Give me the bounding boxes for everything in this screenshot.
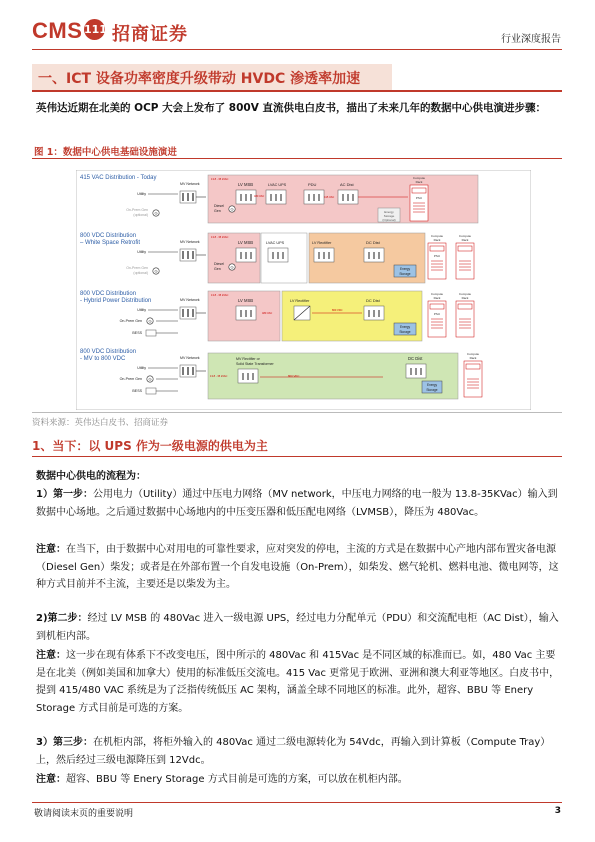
onprem-3: On-Prem Gen (119, 377, 142, 381)
dc-dist-3: DC Dist (408, 356, 423, 361)
figure-source: 资料来源：英伟达白皮书、招商证券 (32, 418, 169, 428)
diesel-1: Diesel (214, 262, 224, 266)
onprem-gen-icon-1-g: G (154, 268, 158, 274)
optional-1: (optional) (133, 271, 148, 275)
footer-divider (32, 802, 562, 803)
rack-b-2-box1 (458, 304, 472, 309)
footer-note: 敬请阅读末页的重要说明 (34, 809, 134, 819)
rack-3-compute: Compute (466, 352, 480, 356)
page-number: 3 (554, 806, 561, 816)
paragraph-note3: 注意：超容、BBU 等 Enery Storage 方式目前是可选的方案，可以放在机柜内部。 (36, 774, 408, 785)
utility-label-2: Utility (137, 308, 146, 312)
storage-opt-0: Storage (383, 214, 395, 218)
rack-0-compute: Compute (412, 176, 426, 180)
optional-0: (optional) (133, 213, 148, 217)
onprem-2: On-Prem Gen (119, 319, 142, 323)
utility-label-1: Utility (137, 250, 146, 254)
subsection-divider (32, 456, 562, 457)
kv-label-2: 13.8 - 35 kVAC (211, 294, 229, 297)
lv-rect-2: LV Rectifier (290, 299, 310, 303)
mv-rect-3: MV Rectifier or (236, 357, 260, 361)
energy-1: Energy (399, 267, 411, 271)
lv-msb-1: LV MSB (238, 240, 254, 245)
lvac-ups-0: LVAC UPS (268, 183, 287, 187)
mv-network-1: MV Network (180, 240, 200, 244)
rack-a-2-box1 (430, 304, 444, 309)
rack-0-rack: Rack (415, 180, 423, 184)
lv-msb-0: LV MSB (238, 182, 254, 187)
gen-1: Gen (214, 267, 221, 271)
energy-3: Energy (426, 383, 438, 387)
rack-a-1-compute: Compute (430, 234, 444, 238)
bess-icon-2 (146, 330, 156, 336)
section-title-box (32, 64, 392, 90)
rack-3-box1 (466, 364, 480, 369)
ac-dist-0: AC Dist (340, 182, 354, 187)
mv-network-0: MV Network (180, 182, 200, 186)
rack-a-1-box1 (430, 246, 444, 251)
onprem-opt-1: On-Prem Gen (126, 266, 148, 270)
row-label-2: 800 VDC Distribution (80, 291, 137, 297)
kv-label-1: 13.8 - 35 kVAC (211, 236, 229, 239)
row-label-3: 800 VDC Distribution (80, 349, 137, 355)
paragraph-note1: 注意：在当下，由于数据中心对用电的可靠性要求，应对突发的停电，主流的方式是在数据中心产地内部布置灾备电源（Diesel Gen）柴发；或者是在外部布置一个自发电设施（On-Prem），如柴发、燃气轮机、燃料电池、微电网等，这种方式目前并不主流，主要还是以柴发为主。 (36, 544, 559, 590)
bess-3: BESS (132, 389, 142, 393)
paragraph-step3: 3）第三步：在机柜内部，将柜外输入的 480Vac 通过二级电源转化为 54Vdc，再输入到计算板（Compute Tray）上，然后经过三级电源降压到 12Vdc。 (36, 737, 551, 766)
sst-3: Solid State Transformer (236, 362, 274, 366)
header-divider (32, 49, 562, 50)
lv-rect-1: LV Rectifier (312, 241, 332, 245)
logo-badge-icon: 111 (84, 19, 105, 40)
v800-2: 800 VDC (332, 309, 343, 312)
diesel-gen-icon-0-g: G (230, 206, 234, 212)
rack-0-box1 (412, 188, 426, 193)
pdu-0: PDU (308, 182, 317, 187)
subsection-title: 1、当下：以 UPS 作为一级电源的供电为主 (32, 439, 268, 453)
storage-1: Storage (399, 272, 411, 276)
rack-b-2-compute: Compute (458, 292, 472, 296)
figure-title: 图 1：数据中心供电基础设施演进 (34, 147, 177, 158)
rack-b-1-box1 (458, 246, 472, 251)
figure-divider (32, 158, 562, 159)
rack-b-1-rack: Rack (461, 238, 469, 242)
rack-a-2-compute: Compute (430, 292, 444, 296)
rack-b-1-compute: Compute (458, 234, 472, 238)
onprem-gen-icon-3-g: G (148, 376, 152, 382)
onprem-gen-icon-2-g: G (148, 318, 152, 324)
paragraph-flow-intro: 数据中心供电的流程为： (36, 471, 146, 482)
row-sublabel-3: - MV to 800 VDC (80, 356, 126, 362)
intro-paragraph: 英伟达近期在北美的 OCP 大会上发布了 800V 直流供电白皮书，描出了未来几年的数据中心供电演进步骤： (36, 102, 546, 114)
v480a-0: 480 VAC (254, 195, 265, 198)
paragraph-note2: 注意：这一步在现有体系下不改变电压，图中所示的 480Vac 和 415Vac 是不同区域的标准而已。如，480 Vac 主要是在北美（例如美国和加拿大）使用的标准低压交流电。415 Vac 更常见于欧洲、亚洲和澳大利亚等地区。白皮书中，提到 415/480 VAC 系统是为了泛指传统低压 AC 架构，涵盖全球不同地区的标准。此外，超容、BBU 等 Enery Storage 方式目前是可选的方案。 (36, 650, 560, 714)
onprem-gen-icon-0-g: G (154, 210, 158, 216)
energy-2: Energy (399, 325, 411, 329)
mv-network-2: MV Network (180, 298, 200, 302)
v480-2: 480 VAC (262, 312, 273, 315)
rack-a-1-psu: PSU (433, 254, 441, 258)
paragraph-step1: 1）第一步：公用电力（Utility）通过中压电力网络（MV network，中压电力网络的电一般为 13.8-35KVac）输入到数据中心场地。之后通过数据中心场地内的中压变压器和低压配电网络（LVMSB），降压为 480Vac。 (36, 489, 558, 518)
paragraph-step2: 2)第二步：经过 LV MSB 的 480Vac 进入一级电源 UPS，经过电力分配单元（PDU）和交流配电柜（AC Dist），输入到机柜内部。 (36, 613, 559, 642)
rack-b-2-rack: Rack (461, 296, 469, 300)
lv-msb-2: LV MSB (238, 298, 254, 303)
source-divider (32, 412, 562, 413)
rack-3-rack: Rack (469, 356, 477, 360)
logo-cms: CMS (32, 18, 83, 43)
utility-label-3: Utility (137, 366, 146, 370)
energy-optional-0: (Optional) (382, 218, 396, 222)
gen-0: Gen (214, 209, 221, 213)
row-sublabel-1: – White Space Retrofit (80, 240, 141, 246)
storage-2: Storage (399, 330, 411, 334)
section-title: 一、ICT 设备功率密度升级带动 HVDC 渗透率加速 (38, 71, 361, 87)
section-divider (32, 90, 562, 92)
bess-icon-3 (146, 388, 156, 394)
kv-label-0: 13.8 - 35 kVAC (211, 178, 229, 181)
document-type: 行业深度报告 (501, 34, 561, 45)
dc-dist-1: DC Dist (366, 240, 380, 245)
v800-3: 800 VDC (288, 374, 300, 378)
v415-0: 415 VAC (324, 196, 335, 199)
rack-a-2-psu: PSU (433, 312, 441, 316)
mv-network-3: MV Network (180, 356, 200, 360)
diesel-0: Diesel (214, 204, 224, 208)
row-sublabel-2: - Hybrid Power Distribution (80, 298, 152, 304)
utility-label-0: Utility (137, 192, 146, 196)
energy-opt-0: Energy (384, 210, 394, 214)
storage-3: Storage (426, 388, 438, 392)
bess-2: BESS (132, 331, 142, 335)
logo-company-name: 招商证券 (112, 24, 188, 45)
dc-dist-2: DC Dist (366, 298, 380, 303)
power-evolution-diagram (76, 170, 531, 410)
lvac-ups-1: LVAC UPS (266, 241, 285, 245)
rack-0-psu: PSU (415, 196, 423, 200)
onprem-opt-0: On-Prem Gen (126, 208, 148, 212)
kv-label-3: 13.8 - 35 kVAC (210, 375, 228, 378)
row-label-1: 800 VDC Distribution (80, 233, 137, 239)
rack-a-2-rack: Rack (433, 296, 441, 300)
diesel-gen-icon-1-g: G (230, 264, 234, 270)
rack-a-1-rack: Rack (433, 238, 441, 242)
row-label-0: 415 VAC Distribution - Today (80, 175, 157, 181)
